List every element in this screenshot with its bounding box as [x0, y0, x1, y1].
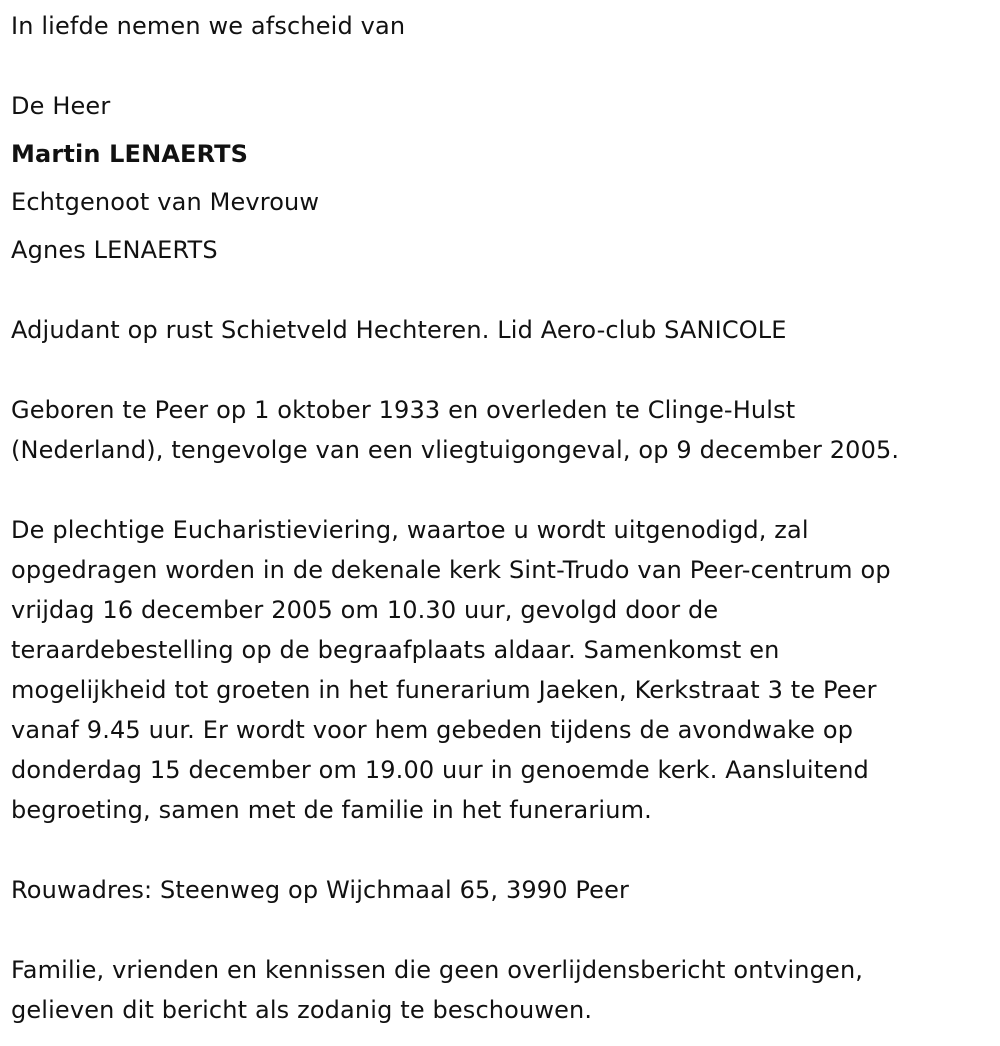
mourning-address: Rouwadres: Steenweg op Wijchmaal 65, 3990 Peer	[11, 876, 630, 904]
ceremony-line: vrijdag 16 december 2005 om 10.30 uur, gevolgd door de	[11, 596, 719, 624]
born-died-paragraph	[11, 390, 899, 470]
born-died-line: Geboren te Peer op 1 oktober 1933 en overleden te Clinge-Hulst	[11, 396, 796, 424]
closing-line: gelieven dit bericht als zodanig te beschouwen.	[11, 996, 593, 1024]
ceremony-line: begroeting, samen met de familie in het funerarium.	[11, 796, 652, 824]
born-died-line: (Nederland), tengevolge van een vliegtuigongeval, op 9 december 2005.	[11, 436, 900, 464]
spouse-line-2: Agnes LENAERTS	[11, 236, 218, 264]
honorific-title: De Heer	[11, 92, 111, 120]
ceremony-line: vanaf 9.45 uur. Er wordt voor hem gebeden tijdens de avondwake op	[11, 716, 854, 744]
closing-line: Familie, vrienden en kennissen die geen overlijdensbericht ontvingen,	[11, 956, 864, 984]
ceremony-line: mogelijkheid tot groeten in het funerarium Jaeken, Kerkstraat 3 te Peer	[11, 676, 877, 704]
ceremony-line: teraardebestelling op de begraafplaats aldaar. Samenkomst en	[11, 636, 780, 664]
closing-paragraph	[11, 950, 863, 1030]
ceremony-line: donderdag 15 december om 19.00 uur in genoemde kerk. Aansluitend	[11, 756, 869, 784]
occupation-line: Adjudant op rust Schietveld Hechteren. Lid Aero-club SANICOLE	[11, 316, 787, 344]
ceremony-line: opgedragen worden in de dekenale kerk Sint-Trudo van Peer-centrum op	[11, 556, 891, 584]
ceremony-paragraph	[11, 510, 891, 830]
spouse-line-1: Echtgenoot van Mevrouw	[11, 188, 320, 216]
intro-line: In liefde nemen we afscheid van	[11, 12, 406, 40]
ceremony-line: De plechtige Eucharistieviering, waartoe u wordt uitgenodigd, zal	[11, 516, 809, 544]
deceased-name: Martin LENAERTS	[11, 140, 249, 168]
